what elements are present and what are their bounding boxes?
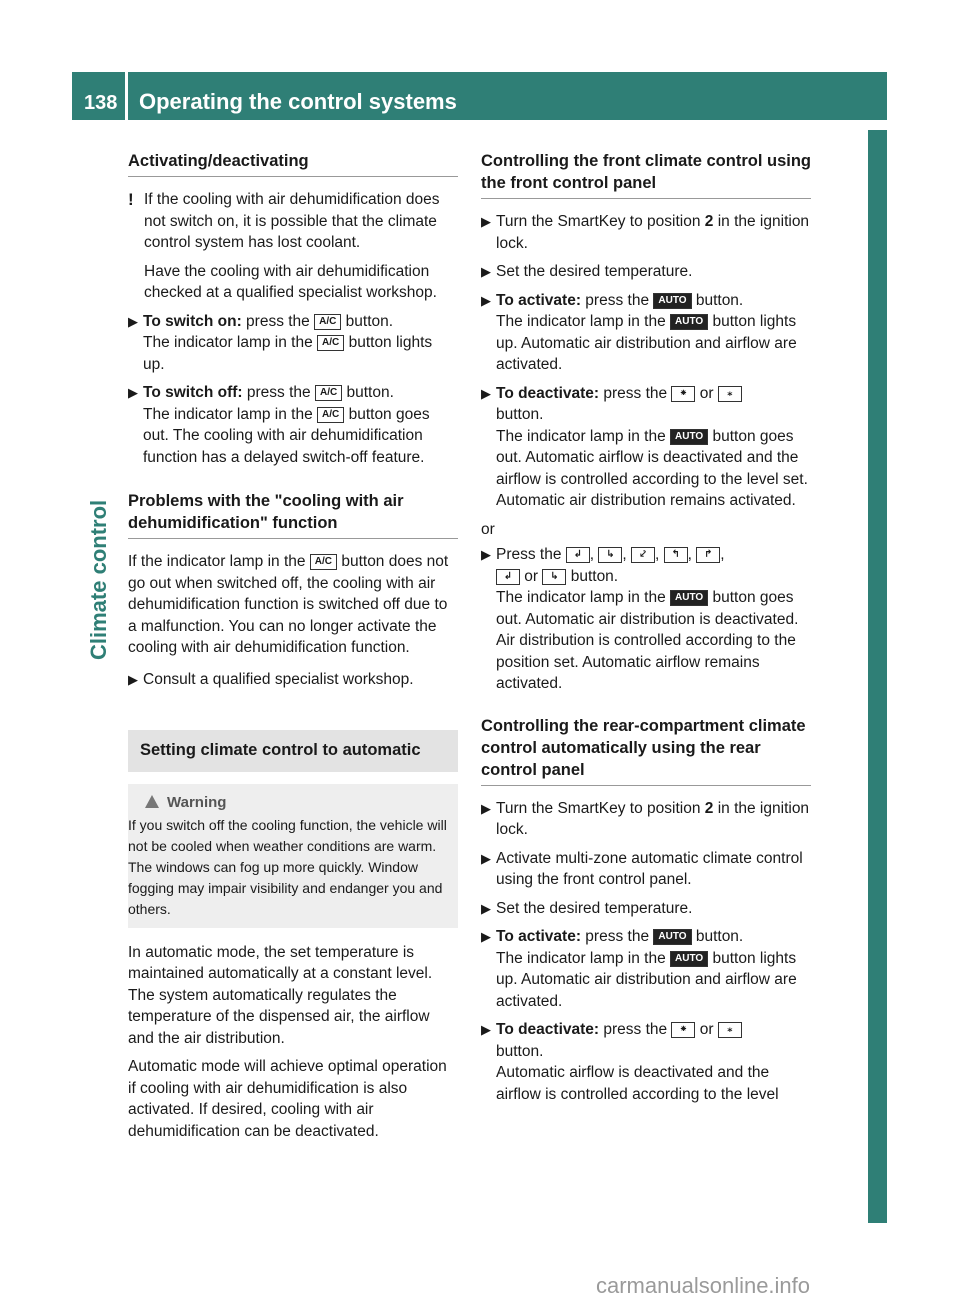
- warning-icon: [145, 795, 159, 808]
- auto-button-icon: AUTO: [670, 951, 708, 967]
- step-arrow-icon: ▶: [128, 313, 138, 329]
- step-text: press the: [241, 312, 315, 330]
- step-arrow-icon: ▶: [481, 850, 491, 866]
- step-text: button goes out. Automatic air distribution is deactivated. Air distribution is controlled according to the position set. Automatic airflow remains activated.: [496, 589, 799, 692]
- step-text: The indicator lamp in the: [496, 313, 671, 330]
- step-text: in the ignition lock.: [496, 213, 810, 252]
- position-value: 2: [704, 213, 714, 230]
- heading-front-climate: Controlling the front climate control using the front control panel: [481, 150, 811, 199]
- step-rear-activate: [481, 926, 811, 1012]
- auto-button-icon: AUTO: [653, 293, 691, 309]
- warning-header: [145, 792, 458, 813]
- step-arrow-icon: ▶: [481, 900, 491, 916]
- step-arrow-icon: ▶: [481, 264, 491, 279]
- section-title: Operating the control systems: [139, 89, 457, 114]
- right-column: [481, 150, 811, 1112]
- ac-button-icon: A/C: [315, 385, 342, 401]
- distribution-icon: ↲: [566, 547, 590, 563]
- step-temperature: [481, 261, 811, 283]
- distribution-icon: ↱: [696, 547, 720, 563]
- paragraph-text: button does not go out when switched off, the cooling with air dehumidification function is switched off due to a malfunction. You can no longer activate the cooling with air dehumidification function.: [128, 553, 449, 656]
- step-arrow-icon: ▶: [128, 385, 138, 400]
- exclamation-icon: !: [128, 190, 134, 209]
- auto-button-icon: AUTO: [670, 314, 708, 330]
- step-text: The indicator lamp in the: [496, 589, 671, 606]
- step-arrow-icon: ▶: [481, 547, 491, 562]
- step-text: The indicator lamp in the: [143, 334, 318, 351]
- or-separator: or: [481, 520, 495, 538]
- step-text: or: [695, 384, 718, 402]
- warning-box: [128, 784, 458, 928]
- side-tab-bar: [868, 130, 887, 1223]
- auto-button-icon: AUTO: [653, 929, 691, 945]
- step-text: Turn the SmartKey to position: [496, 799, 705, 817]
- step-arrow-icon: ▶: [481, 800, 491, 816]
- step-text: button.: [496, 406, 544, 423]
- heading-automatic: Setting climate control to automatic: [128, 730, 458, 772]
- fan-increase-icon: ⁕: [671, 1022, 695, 1038]
- step-label: To switch on:: [143, 312, 242, 330]
- step-activate: [481, 290, 811, 376]
- step-text: button.: [342, 384, 394, 401]
- step-text: or: [695, 1021, 718, 1038]
- auto-paragraph-1: In automatic mode, the set temperature is maintained automatically at a constant level. The system automatically regulates the temperature of the dispensed air, the airflow and the air distribution.: [128, 943, 433, 1047]
- step-rear-multizone: [481, 848, 811, 891]
- warning-text: If you switch off the cooling function, the vehicle will not be cooled when weather conditions are warm. The windows can fog up more quickly. Window fogging may impair visibility and endanger you and others.: [128, 816, 447, 917]
- distribution-icon: ↳: [598, 547, 622, 563]
- step-text: in the ignition lock.: [496, 799, 810, 838]
- heading-activating: Activating/deactivating: [128, 150, 458, 177]
- step-smartkey: [481, 211, 811, 254]
- step-text: or: [520, 567, 543, 585]
- step-text: The indicator lamp in the: [496, 427, 671, 445]
- step-text: Turn the SmartKey to position: [496, 213, 705, 230]
- step-text: The indicator lamp in the: [143, 405, 318, 423]
- step-rear-temperature: [481, 898, 811, 920]
- step-arrow-icon: ▶: [481, 385, 491, 401]
- step-text: Consult a qualified specialist workshop.: [143, 670, 414, 688]
- page-number: 138: [84, 92, 118, 114]
- step-deactivate: [481, 383, 811, 512]
- fan-decrease-icon: ⁎: [718, 386, 742, 402]
- auto-button-icon: AUTO: [670, 429, 708, 445]
- step-label: To activate:: [496, 928, 581, 945]
- left-column: [128, 150, 458, 1149]
- step-text: Press the: [496, 546, 566, 563]
- ac-button-icon: A/C: [314, 314, 341, 330]
- step-text: press the: [242, 384, 315, 401]
- ac-button-icon: A/C: [317, 407, 344, 423]
- step-text: button lights up. Automatic air distribution and airflow are activated.: [496, 949, 797, 1010]
- step-rear-deactivate: [481, 1019, 811, 1105]
- paragraph-text: If the indicator lamp in the: [128, 553, 310, 570]
- heading-rear-climate: Controlling the rear-compartment climate control automatically using the rear control panel: [481, 715, 811, 786]
- step-arrow-icon: ▶: [481, 214, 491, 229]
- step-text: button.: [496, 1042, 544, 1060]
- step-text: Activate multi-zone automatic climate control using the front control panel.: [496, 849, 803, 888]
- step-text: press the: [581, 928, 654, 945]
- step-arrow-icon: ▶: [481, 1022, 491, 1037]
- step-rear-smartkey: [481, 798, 811, 841]
- step-text: press the: [599, 384, 672, 402]
- step-text: The indicator lamp in the: [496, 949, 671, 967]
- heading-problems: Problems with the "cooling with air dehumidification" function: [128, 490, 458, 539]
- auto-paragraph-2: Automatic mode will achieve optimal operation if cooling with air dehumidification is also activated. If desired, cooling with air dehumidification can be deactivated.: [128, 1058, 447, 1140]
- step-switch-on: [128, 311, 458, 376]
- step-text: press the: [599, 1021, 672, 1038]
- step-distribution: ▶ Press the ↲ , ↳ , ⤦ , ↰ , ↱ , ↲ or ↳ button. The indicator lamp in the AUTO button goes out. Automatic air distribution is deactivated. Air distribution is controlled according to the position set. Automatic airflow remains activated.: [481, 546, 799, 692]
- step-label: To activate:: [496, 291, 581, 309]
- step-text: button lights up. Automatic air distribution and airflow are activated.: [496, 313, 797, 373]
- note-paragraph-1: If the cooling with air dehumidification does not switch on, it is possible that the climate control system has lost coolant.: [144, 191, 440, 251]
- step-label: To deactivate:: [496, 1021, 600, 1038]
- step-text: Set the desired temperature.: [496, 899, 693, 917]
- auto-button-icon: AUTO: [670, 590, 708, 606]
- step-arrow-icon: ▶: [128, 671, 138, 687]
- watermark: carmanualsonline.info: [596, 1273, 811, 1298]
- distribution-icon: ⤦: [631, 547, 655, 563]
- step-text: press the: [581, 291, 654, 309]
- step-text: Automatic airflow is deactivated and the airflow is controlled according to the level: [496, 1064, 779, 1103]
- note-paragraph-2: Have the cooling with air dehumidification checked at a qualified specialist workshop.: [144, 262, 437, 301]
- ac-button-icon: A/C: [310, 554, 337, 570]
- side-tab-label: Climate control: [86, 499, 111, 660]
- fan-decrease-icon: ⁎: [718, 1022, 742, 1038]
- distribution-icon: ↰: [664, 547, 688, 563]
- step-arrow-icon: ▶: [481, 929, 491, 944]
- ac-button-icon: A/C: [317, 335, 344, 351]
- step-switch-off: [128, 382, 458, 468]
- step-text: button.: [566, 567, 619, 585]
- step-text: button goes out. Automatic airflow is deactivated and the airflow is controlled according to the level set. Automatic air distribution remains activated.: [496, 427, 808, 509]
- step-text: button.: [341, 312, 394, 330]
- step-consult: [128, 669, 458, 691]
- step-text: button goes out. The cooling with air dehumidification function has a delayed switch-off feature.: [143, 405, 430, 466]
- step-text: button.: [691, 928, 744, 945]
- step-text: Set the desired temperature.: [496, 263, 693, 280]
- step-label: To switch off:: [143, 384, 243, 401]
- step-text: button.: [691, 291, 744, 309]
- problems-paragraph: [128, 551, 458, 659]
- position-value: 2: [704, 799, 714, 817]
- header-divider: [125, 72, 128, 120]
- step-text: button lights up.: [143, 334, 433, 373]
- distribution-icon: ↲: [496, 569, 520, 585]
- warning-title: Warning: [167, 793, 227, 811]
- step-label: To deactivate:: [496, 384, 600, 402]
- distribution-icon: ↳: [542, 569, 566, 585]
- step-arrow-icon: ▶: [481, 292, 491, 308]
- coolant-note: [128, 189, 458, 304]
- fan-increase-icon: ⁕: [671, 386, 695, 402]
